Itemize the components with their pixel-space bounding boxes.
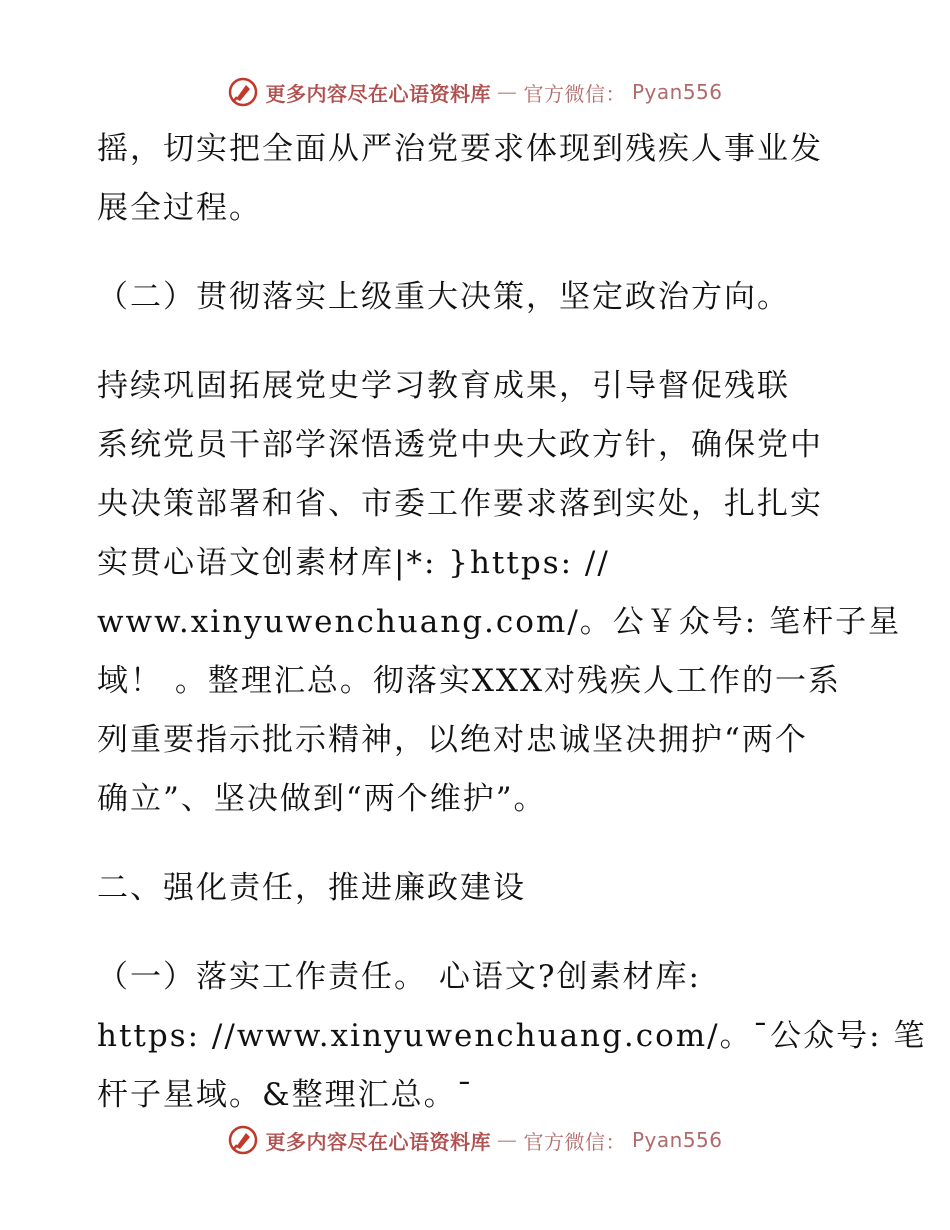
document-body xyxy=(97,120,927,1125)
paragraph-line: 央决策部署和省、市委工作要求落到实处，扎扎实 xyxy=(97,486,823,522)
paragraph-line: 持续巩固拓展党史学习教育成果，引导督促残联 xyxy=(97,368,790,404)
pen-nib-logo-icon xyxy=(227,76,259,108)
header-official-label: 官方微信： xyxy=(523,81,626,106)
paragraph-line: 系统党员干部学深悟透党中央大政方针，确保党中 xyxy=(97,427,823,463)
footer-banner xyxy=(227,1124,722,1156)
section-heading: 二、强化责任，推进廉政建设 xyxy=(97,870,526,906)
page-footer xyxy=(0,1120,950,1160)
footer-main-text: 更多内容尽在心语资料库 xyxy=(265,1129,491,1154)
paragraph-line: 列重要指示批示精神，以绝对忠诚坚决拥护“两个 xyxy=(97,722,808,758)
paragraph-line: 确立”、坚决做到“两个维护”。 xyxy=(97,781,547,817)
paragraph-line: （一）落实工作责任。 心语文?创素材库: xyxy=(97,959,701,995)
paragraph-line: 摇，切实把全面从严治党要求体现到残疾人事业发 xyxy=(97,131,823,167)
paragraph-line: 域！ 。整理汇总。彻落实XXX对残疾人工作的一系 xyxy=(97,663,842,699)
header-banner xyxy=(227,76,722,108)
header-main-text: 更多内容尽在心语资料库 xyxy=(265,81,491,106)
footer-separator: — xyxy=(496,1128,518,1152)
header-separator: — xyxy=(496,80,518,104)
pen-nib-logo-icon xyxy=(227,1124,259,1156)
section-heading: （二）贯彻落实上级重大决策，坚定政治方向。 xyxy=(97,279,790,315)
header-account: Pyan556 xyxy=(631,80,723,104)
paragraph-line: https: //www.xinyuwenchuang.com/。¯公众号: 笔 xyxy=(97,1018,927,1054)
footer-official-label: 官方微信： xyxy=(523,1129,626,1154)
page-header xyxy=(0,72,950,112)
paragraph-line: www.xinyuwenchuang.com/。公￥众号: 笔杆子星 xyxy=(97,604,902,640)
paragraph-line: 展全过程。 xyxy=(97,190,262,226)
paragraph-line: 实贯心语文创素材库|*: }https: // xyxy=(97,545,610,581)
footer-account: Pyan556 xyxy=(631,1128,723,1152)
paragraph-line: 杆子星域。&整理汇总。¯ xyxy=(97,1077,475,1113)
